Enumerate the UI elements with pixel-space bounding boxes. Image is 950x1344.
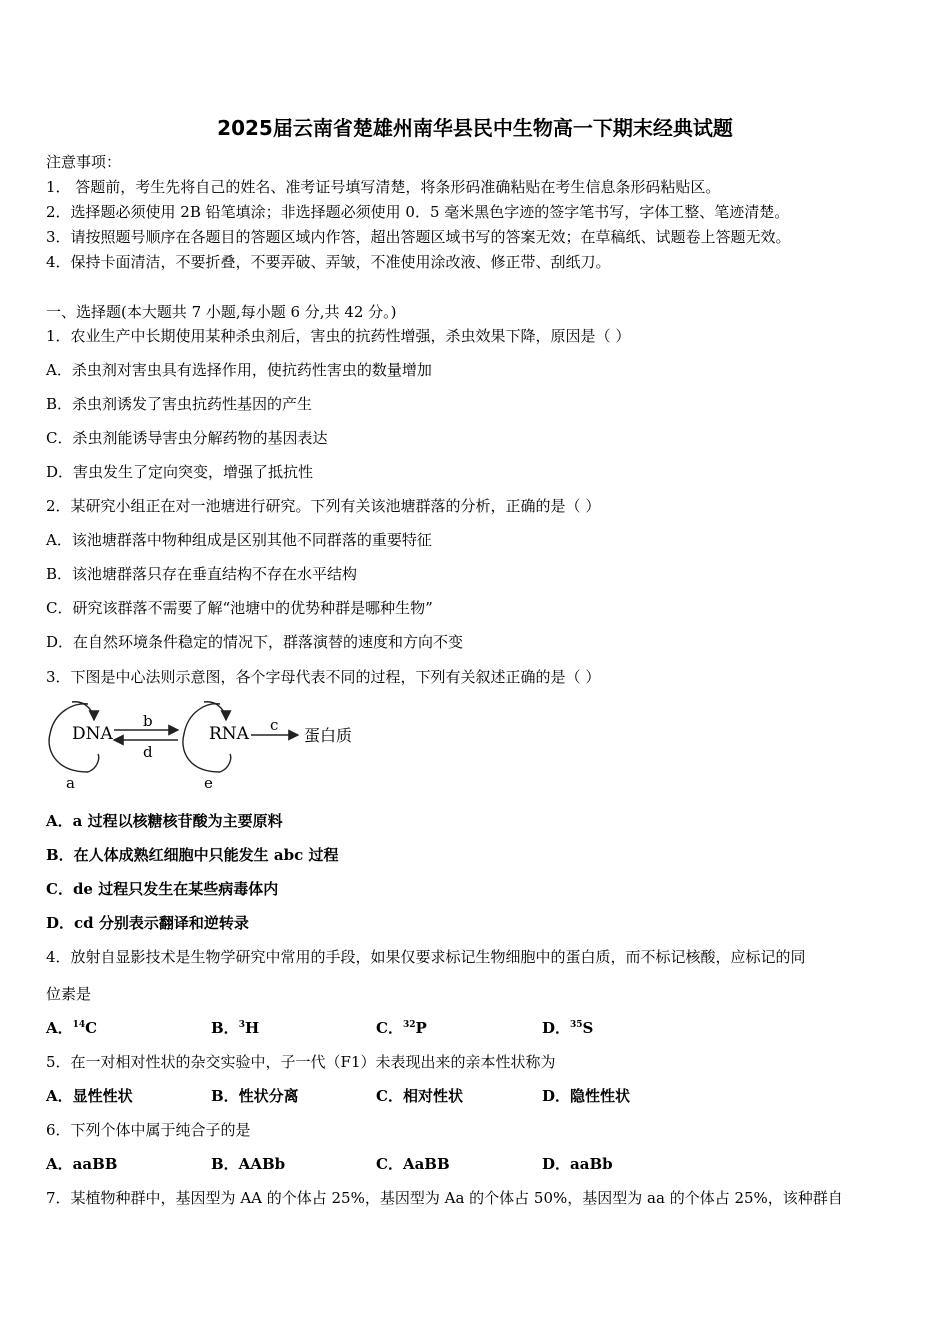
question-2-stem: 2．某研究小组正在对一池塘进行研究。下列有关该池塘群落的分析，正确的是（ ） <box>46 497 601 515</box>
question-4-stem: 4．放射自显影技术是生物学研究中常用的手段，如果仅要求标记生物细胞中的蛋白质，而不标记核酸，应标记的同 <box>46 948 806 966</box>
q3-option-a: A．a 过程以核糖核苷酸为主要原料 <box>46 812 283 830</box>
q5-option-b: B．性状分离 <box>211 1087 299 1105</box>
label-b: b <box>143 712 153 730</box>
question-6-stem: 6．下列个体中属于纯合子的是 <box>46 1121 251 1139</box>
notice-item: 3．请按照题号顺序在各题目的答题区域内作答，超出答题区域书写的答案无效；在草稿纸、试题卷上答题无效。 <box>46 228 791 246</box>
q3-option-b: B．在人体成熟红细胞中只能发生 abc 过程 <box>46 846 339 864</box>
q6-option-c: C．AaBB <box>376 1155 450 1173</box>
q4-option-b: B．$^3$H <box>211 1019 260 1037</box>
loop-e-tail <box>220 754 231 772</box>
notice-item: 4．保持卡面清洁，不要折叠，不要弄破、弄皱，不准使用涂改液、修正带、刮纸刀。 <box>46 253 611 271</box>
loop-a-tail <box>88 754 99 772</box>
q5-option-a: A．显性性状 <box>46 1087 133 1105</box>
section-heading: 一、选择题(本大题共 7 小题,每小题 6 分,共 42 分。) <box>46 303 397 321</box>
notice-item: 1． 答题前，考生先将自己的姓名、准考证号填写清楚，将条形码准确粘贴在考生信息条形码粘贴区。 <box>46 178 721 196</box>
notice-item: 2．选择题必须使用 2B 铅笔填涂；非选择题必须使用 0．5 毫米黑色字迹的签字笔书写，字体工整、笔迹清楚。 <box>46 203 790 221</box>
label-d: d <box>143 743 153 761</box>
q1-option-a: A．杀虫剂对害虫具有选择作用，使抗药性害虫的数量增加 <box>46 361 432 379</box>
question-3-stem: 3．下图是中心法则示意图，各个字母代表不同的过程，下列有关叙述正确的是（ ） <box>46 668 601 686</box>
q2-option-c: C．研究该群落不需要了解“池塘中的优势种群是哪种生物” <box>46 599 433 617</box>
q6-option-d: D．aaBb <box>542 1155 613 1173</box>
central-dogma-diagram <box>44 698 374 794</box>
q4-option-c: C．$^{32}$P <box>376 1019 427 1037</box>
protein-label: 蛋白质 <box>304 726 353 745</box>
label-a: a <box>66 774 75 792</box>
dna-label: DNA <box>72 724 113 744</box>
q2-option-a: A．该池塘群落中物种组成是区别其他不同群落的重要特征 <box>46 531 432 549</box>
q3-option-d: D．cd 分别表示翻译和逆转录 <box>46 914 249 932</box>
q6-option-a: A．aaBB <box>46 1155 118 1173</box>
q6-option-b: B．AABb <box>211 1155 286 1173</box>
question-1-stem: 1．农业生产中长期使用某种杀虫剂后，害虫的抗药性增强，杀虫效果下降，原因是（ ） <box>46 327 631 345</box>
label-c: c <box>270 716 279 734</box>
rna-label: RNA <box>209 724 249 744</box>
question-4-stem-cont: 位素是 <box>46 985 92 1003</box>
q1-option-d: D．害虫发生了定向突变，增强了抵抗性 <box>46 463 314 481</box>
q5-option-c: C．相对性状 <box>376 1087 463 1105</box>
q1-option-b: B．杀虫剂诱发了害虫抗药性基因的产生 <box>46 395 313 413</box>
q5-option-d: D．隐性性状 <box>542 1087 631 1105</box>
notice-heading: 注意事项： <box>46 153 122 171</box>
label-e: e <box>204 774 213 792</box>
q4-option-d: D．$^{35}$S <box>542 1019 594 1037</box>
q2-option-b: B．该池塘群落只存在垂直结构不存在水平结构 <box>46 565 358 583</box>
q2-option-d: D．在自然环境条件稳定的情况下，群落演替的速度和方向不变 <box>46 633 464 651</box>
page-title: 2025届云南省楚雄州南华县民中生物高一下期末经典试题 <box>217 116 733 140</box>
question-5-stem: 5．在一对相对性状的杂交实验中，子一代（F1）未表现出来的亲本性状称为 <box>46 1053 556 1071</box>
q4-option-a: A．$^{14}$C <box>46 1019 98 1037</box>
question-7-stem: 7．某植物种群中，基因型为 AA 的个体占 25%，基因型为 Aa 的个体占 50%，基因型为 aa 的个体占 25%，该种群自 <box>46 1189 843 1207</box>
q1-option-c: C．杀虫剂能诱导害虫分解药物的基因表达 <box>46 429 328 447</box>
q3-option-c: C．de 过程只发生在某些病毒体内 <box>46 880 279 898</box>
